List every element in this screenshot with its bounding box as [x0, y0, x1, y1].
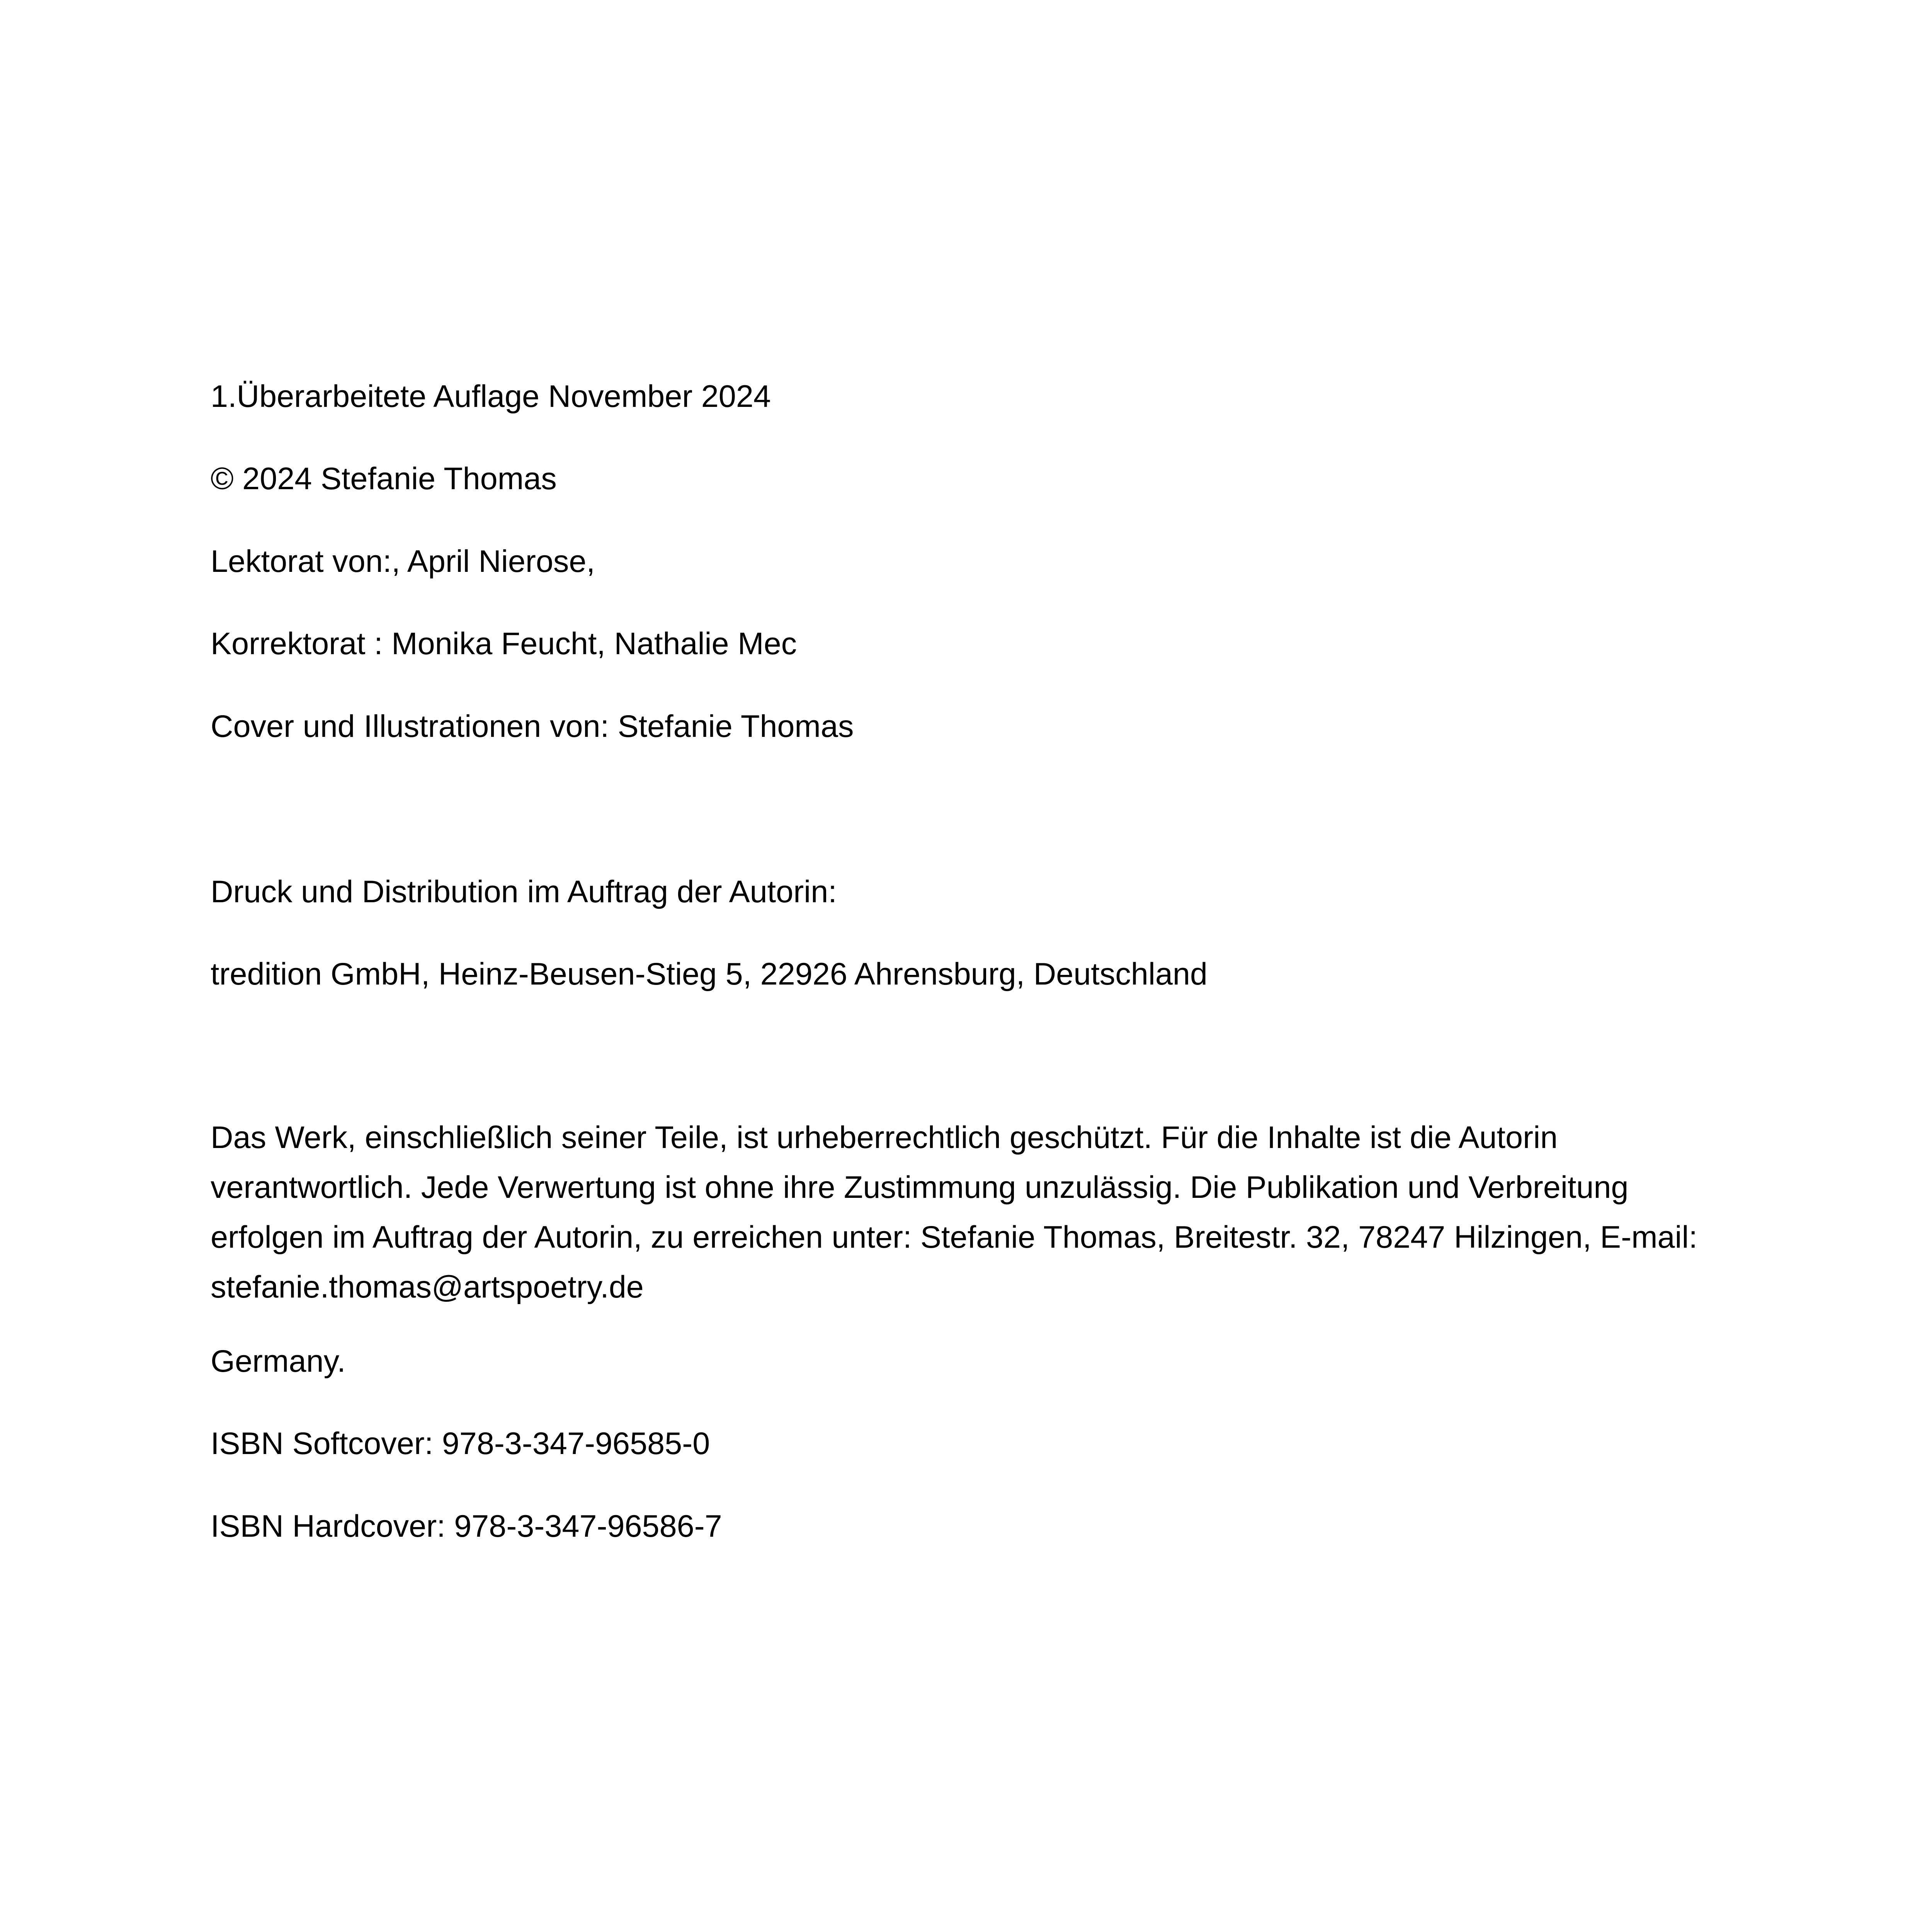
proofreading-credit: Korrektorat : Monika Feucht, Nathalie Mec [211, 626, 797, 661]
cover-credit: Cover und Illustrationen von: Stefanie Thomas [211, 709, 854, 744]
legal-notice-line: erfolgen im Auftrag der Autorin, zu erreichen unter: Stefanie Thomas, Breitestr. 32, 78247 Hilzingen, E-mail: [211, 1220, 1698, 1255]
author-email: stefanie.thomas@artspoetry.de [211, 1270, 644, 1304]
legal-notice [211, 1113, 1814, 1312]
country-line: Germany. [211, 1344, 346, 1379]
editing-credit: Lektorat von:, April Nierose, [211, 544, 595, 579]
legal-notice-line: Das Werk, einschließlich seiner Teile, ist urheberrechtlich geschützt. Für die Inhalte ist die Autorin [211, 1120, 1558, 1155]
isbn-softcover: ISBN Softcover: 978-3-347-96585-0 [211, 1426, 710, 1461]
edition-line: 1.Überarbeitete Auflage November 2024 [211, 379, 771, 414]
copyright-line: © 2024 Stefanie Thomas [211, 461, 557, 496]
publisher-address: tredition GmbH, Heinz-Beusen-Stieg 5, 22926 Ahrensburg, Deutschland [211, 957, 1208, 992]
isbn-hardcover: ISBN Hardcover: 978-3-347-96586-7 [211, 1509, 722, 1544]
print-distribution-heading: Druck und Distribution im Auftrag der Autorin: [211, 874, 837, 909]
legal-notice-line: verantwortlich. Jede Verwertung ist ohne ihre Zustimmung unzulässig. Die Publikation und Verbreitung [211, 1170, 1629, 1205]
